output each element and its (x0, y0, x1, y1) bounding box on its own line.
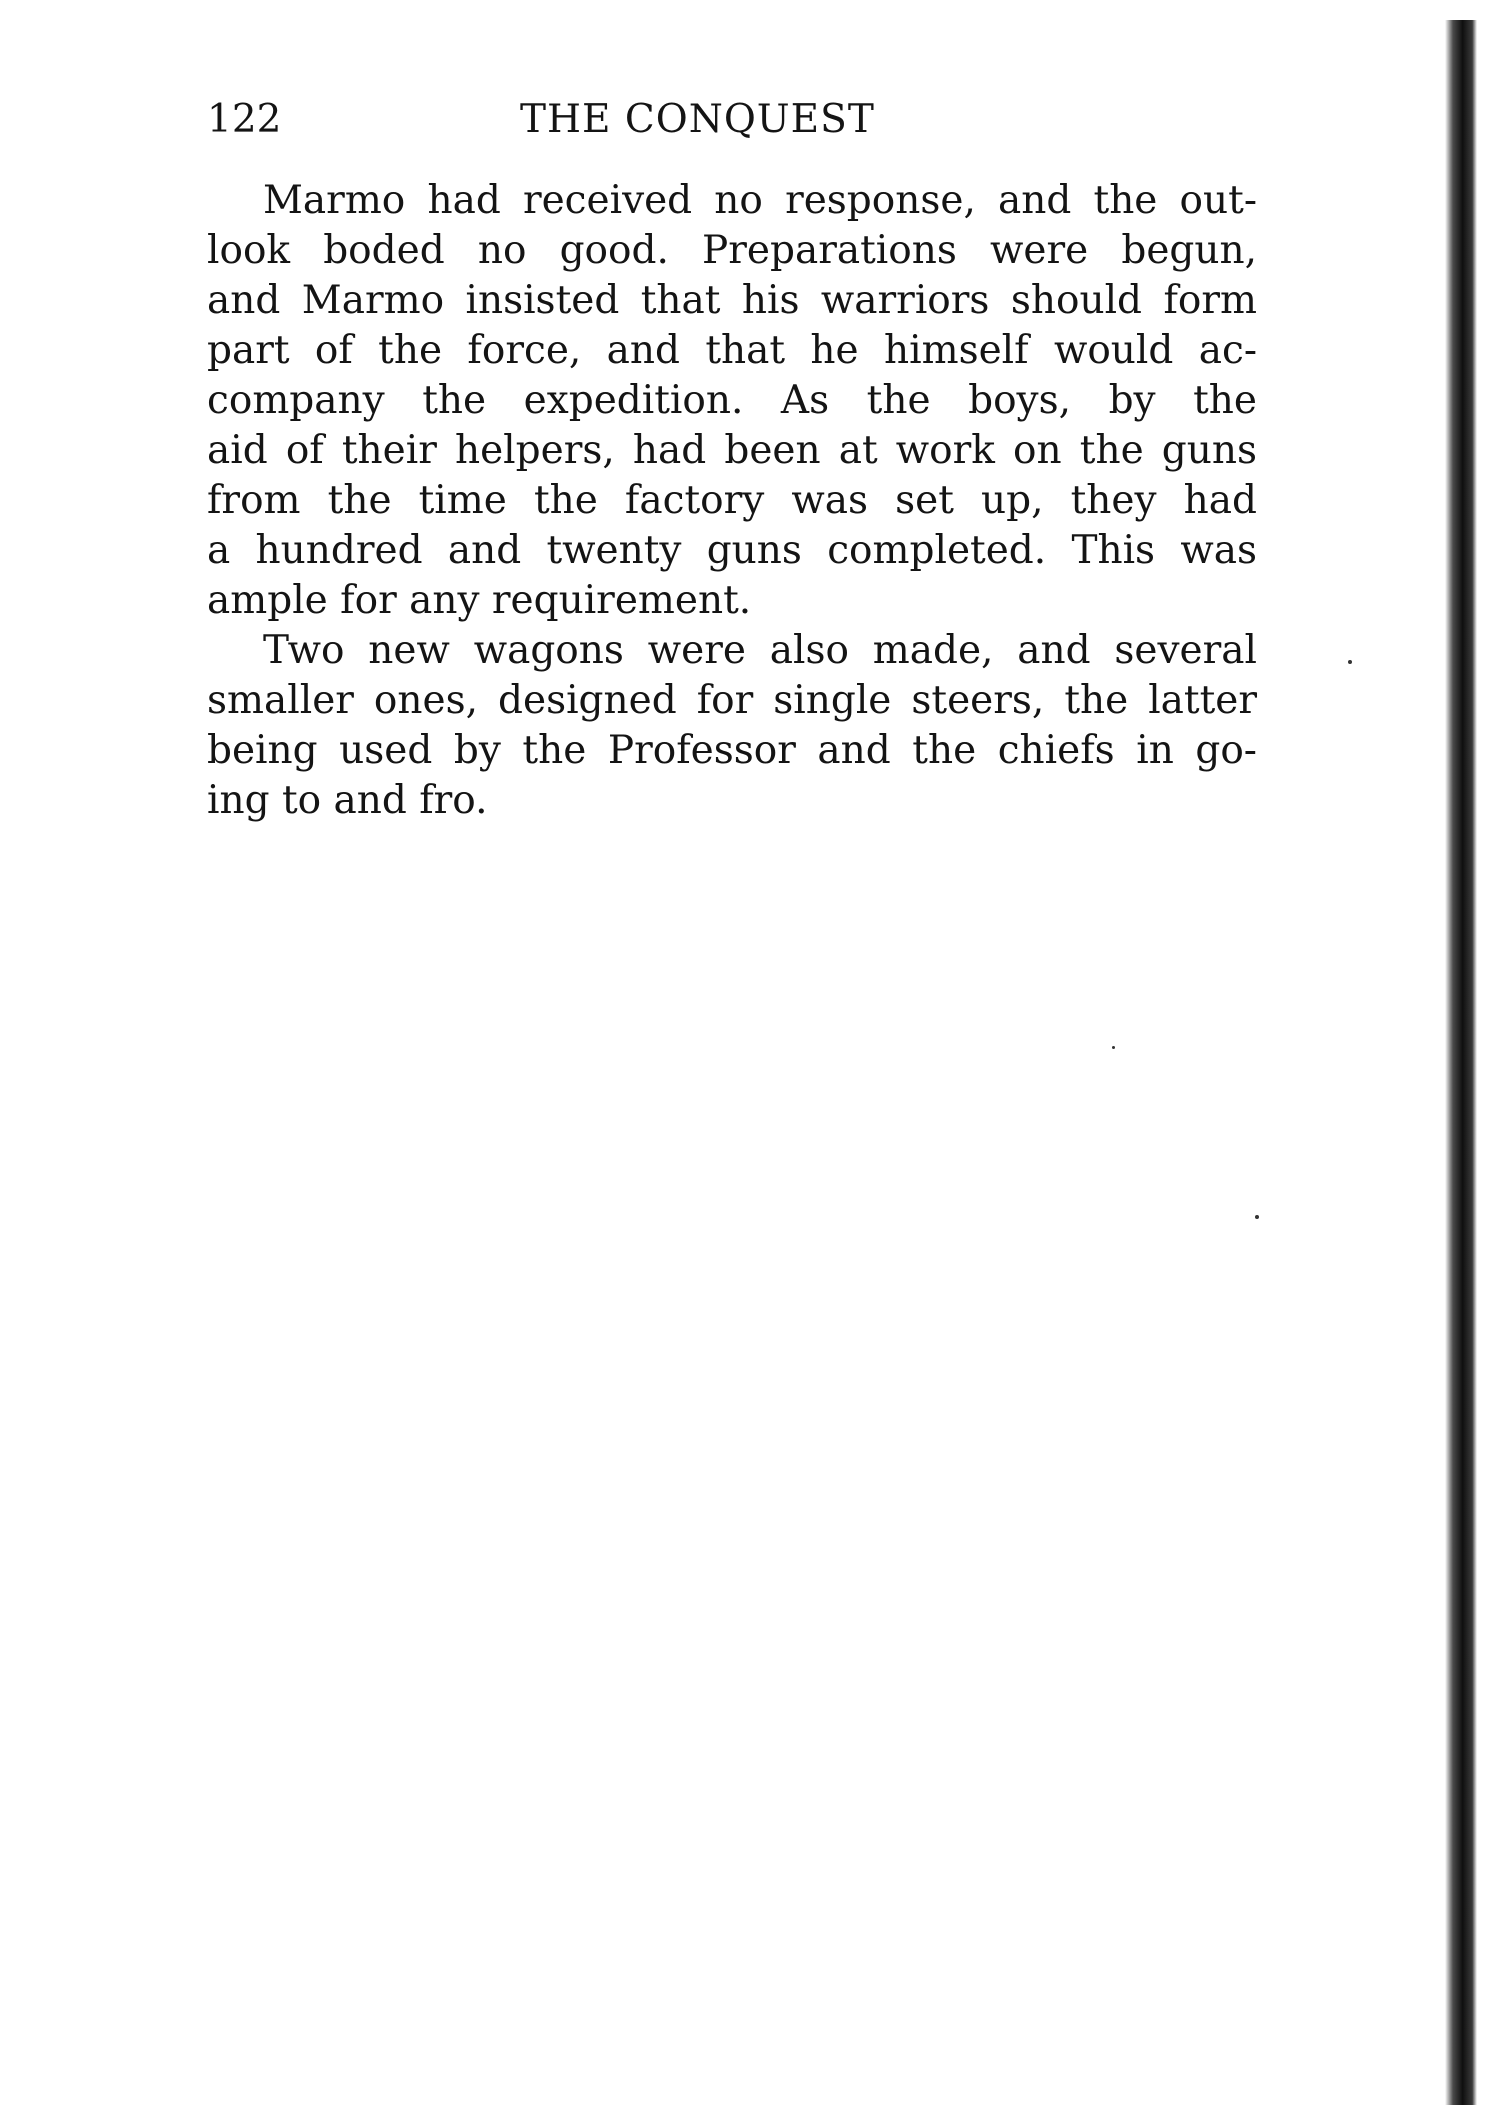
scan-speck (1112, 1046, 1115, 1049)
page-header (207, 92, 1257, 148)
text-line: Two new wagons were also made, and several (263, 628, 1257, 673)
text-line: a hundred and twenty guns completed. This was (207, 528, 1257, 573)
text-line: company the expedition. As the boys, by the (207, 378, 1257, 423)
paragraph-2 (207, 626, 1257, 826)
text-line: and Marmo insisted that his warriors should form (207, 278, 1257, 323)
running-title: THE CONQUEST (520, 97, 875, 142)
text-line: part of the force, and that he himself would ac- (207, 328, 1257, 373)
page-number: 122 (207, 97, 282, 142)
text-line: ing to and fro. (207, 778, 488, 823)
text-line: aid of their helpers, had been at work on the guns (207, 428, 1257, 473)
body-text (207, 176, 1257, 826)
text-line: being used by the Professor and the chiefs in go- (207, 728, 1257, 773)
paragraph-1 (207, 176, 1257, 626)
text-line: look boded no good. Preparations were begun, (207, 228, 1257, 273)
scan-speck (1255, 1215, 1259, 1219)
binding-shadow (1445, 20, 1477, 2105)
scan-speck (1348, 660, 1352, 664)
text-line: from the time the factory was set up, they had (207, 478, 1257, 523)
text-line: smaller ones, designed for single steers, the latter (207, 678, 1257, 723)
text-line: Marmo had received no response, and the out- (263, 178, 1257, 223)
text-line: ample for any requirement. (207, 578, 752, 623)
